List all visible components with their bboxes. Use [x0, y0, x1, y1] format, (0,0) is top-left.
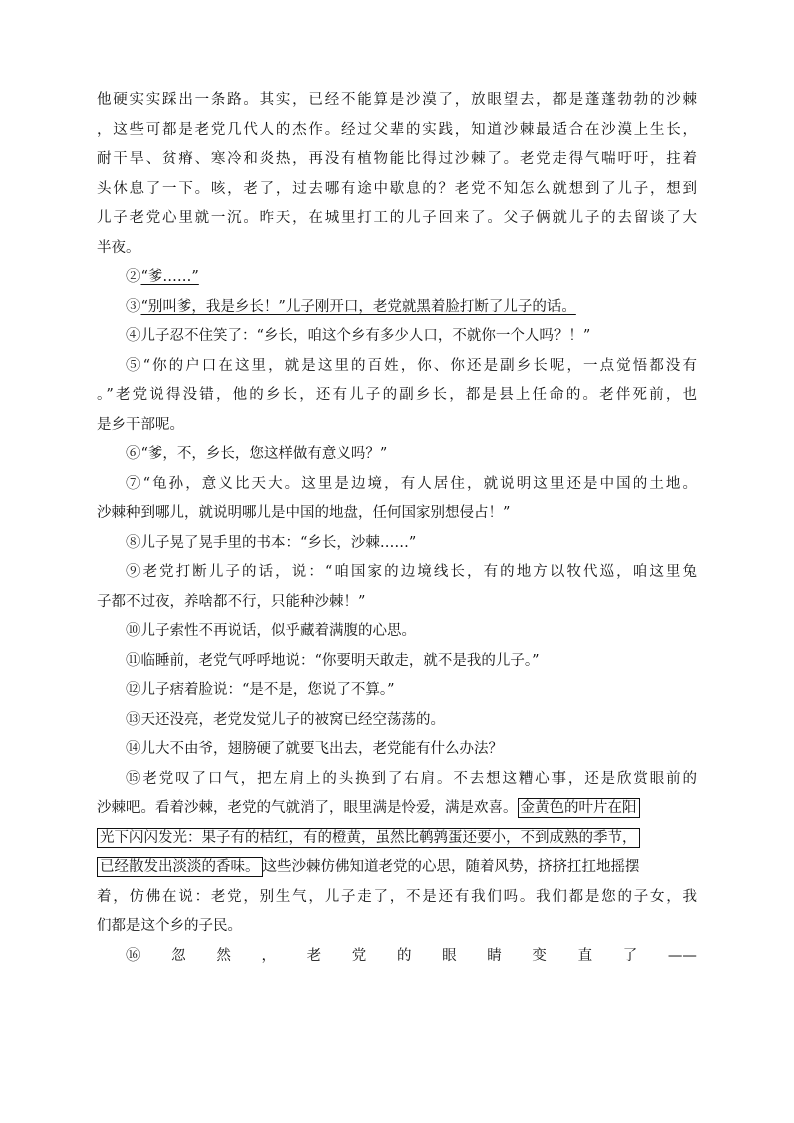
char: 然 [216, 947, 231, 964]
paragraph-number: ③ [126, 298, 141, 315]
char: 党 [351, 947, 367, 964]
text-line [97, 824, 697, 854]
boxed-text: 金黄色的叶片在阳 [518, 798, 640, 818]
paragraph-2 [97, 263, 697, 293]
paragraph-12: ⑫儿子痞着脸说：“是不是，您说了不算。” [126, 682, 395, 698]
text-line: ⑦“龟孙，意义比天大。这里是边境，有人居住，就说明这里还是中国的土地。 [126, 475, 697, 492]
paragraph-4: ④儿子忍不住笑了：“乡长，咱这个乡有多少人口，不就你一个人吗？！” [126, 328, 591, 344]
text-line: 儿子老党心里就一沉。昨天，在城里打工的儿子回来了。父子俩就儿子的去留谈了大 [97, 210, 697, 226]
underlined-text: “别叫爹，我是乡长！”儿子刚开口，老党就黑着脸打断了儿子的话。 [140, 298, 576, 315]
char: 变 [532, 947, 547, 964]
paragraph-number: ② [126, 269, 141, 285]
text-line: 。”老党说得没错，他的乡长，还有儿子的副乡长，都是县上任命的。老伴死前，也 [97, 387, 697, 403]
text-line: 是乡干部呢。 [97, 416, 184, 433]
text-line: 沙棘种到哪儿，就说明哪儿是中国的地盘，任何国家别想侵占！” [97, 505, 511, 521]
text-line: ⑮老党叹了口气，把左肩上的头换到了右肩。不去想这糟心事，还是欣赏眼前的 [126, 770, 697, 787]
paragraph-14: ⑭儿大不由爷，翅膀硬了就要飞出去，老党能有什么办法？ [126, 741, 503, 757]
text-line: 子都不过夜，养啥都不行，只能种沙棘！” [97, 593, 366, 610]
char: ， [261, 947, 276, 964]
boxed-text: 光下闪闪发光：果子有的桔红，有的橙黄，虽然比鹌鹑蛋还要小，不到成熟的季节， [97, 828, 640, 848]
text-line: 们都是这个乡的子民。 [97, 918, 242, 934]
char: 睛 [487, 947, 502, 964]
text-line: ⑤“你的户口在这里，就是这里的百姓，你、你还是副乡长呢，一点觉悟都没有 [126, 357, 697, 374]
text-line: 头休息了一下。咳，老了，过去哪有途中歇息的？老党不知怎么就想到了儿子，想到 [97, 180, 697, 197]
text-line [97, 853, 697, 883]
char: 老 [306, 947, 322, 964]
char: 了 [622, 947, 638, 964]
story-text [97, 86, 697, 971]
text-line: 着，仿佛在说：老党，别生气，儿子走了，不是还有我们吗。我们都是您的子女，我 [97, 888, 697, 905]
text-line: 耐干旱、贫瘠、寒冷和炎热，再没有植物能比得过沙棘了。老党走得气喘吁吁，拄着 [97, 151, 697, 167]
paragraph-13: ⑬天还没亮，老党发觉儿子的被窝已经空荡荡的。 [126, 711, 445, 728]
char: 的 [396, 947, 412, 964]
underlined-text: “爹……” [140, 269, 199, 285]
plain-text: 这些沙棘仿佛知道老党的心思，随着风势，挤挤扛扛地摇摆 [262, 859, 640, 875]
char: 忽 [171, 947, 186, 964]
paragraph-16 [97, 942, 697, 972]
char: —— [667, 947, 697, 964]
text-line: 半夜。 [97, 239, 141, 256]
text-line: ⑨老党打断儿子的话，说：“咱国家的边境线长，有的地方以牧代巡，咱这里兔 [126, 564, 697, 580]
text-line: 他硬实实踩出一条路。其实，已经不能算是沙漠了，放眼望去，都是蓬蓬勃勃的沙棘 [97, 92, 697, 108]
text-line: ，这些可都是老党几代人的杰作。经过父辈的实践，知道沙棘最适合在沙漠上生长， [97, 121, 697, 138]
paragraph-3 [97, 293, 697, 323]
char: ⑯ [126, 947, 141, 964]
paragraph-8: ⑧儿子晃了晃手里的书本：“乡长，沙棘……” [126, 534, 417, 551]
char: 眼 [442, 947, 457, 964]
plain-text: 沙棘吧。看着沙棘，老党的气就消了，眼里满是怜爱，满是欢喜。 [97, 800, 518, 816]
boxed-text: 已经散发出淡淡的香味。 [97, 857, 263, 877]
text-line [97, 794, 697, 824]
paragraph-11: ⑪临睡前，老党气呼呼地说：“你要明天敢走，就不是我的儿子。” [126, 652, 540, 669]
paragraph-6: ⑥“爹，不，乡长，您这样做有意义吗？” [126, 446, 388, 462]
char: 直 [577, 947, 593, 964]
paragraph-10: ⑩儿子索性不再说话，似乎藏着满腹的心思。 [126, 623, 416, 639]
